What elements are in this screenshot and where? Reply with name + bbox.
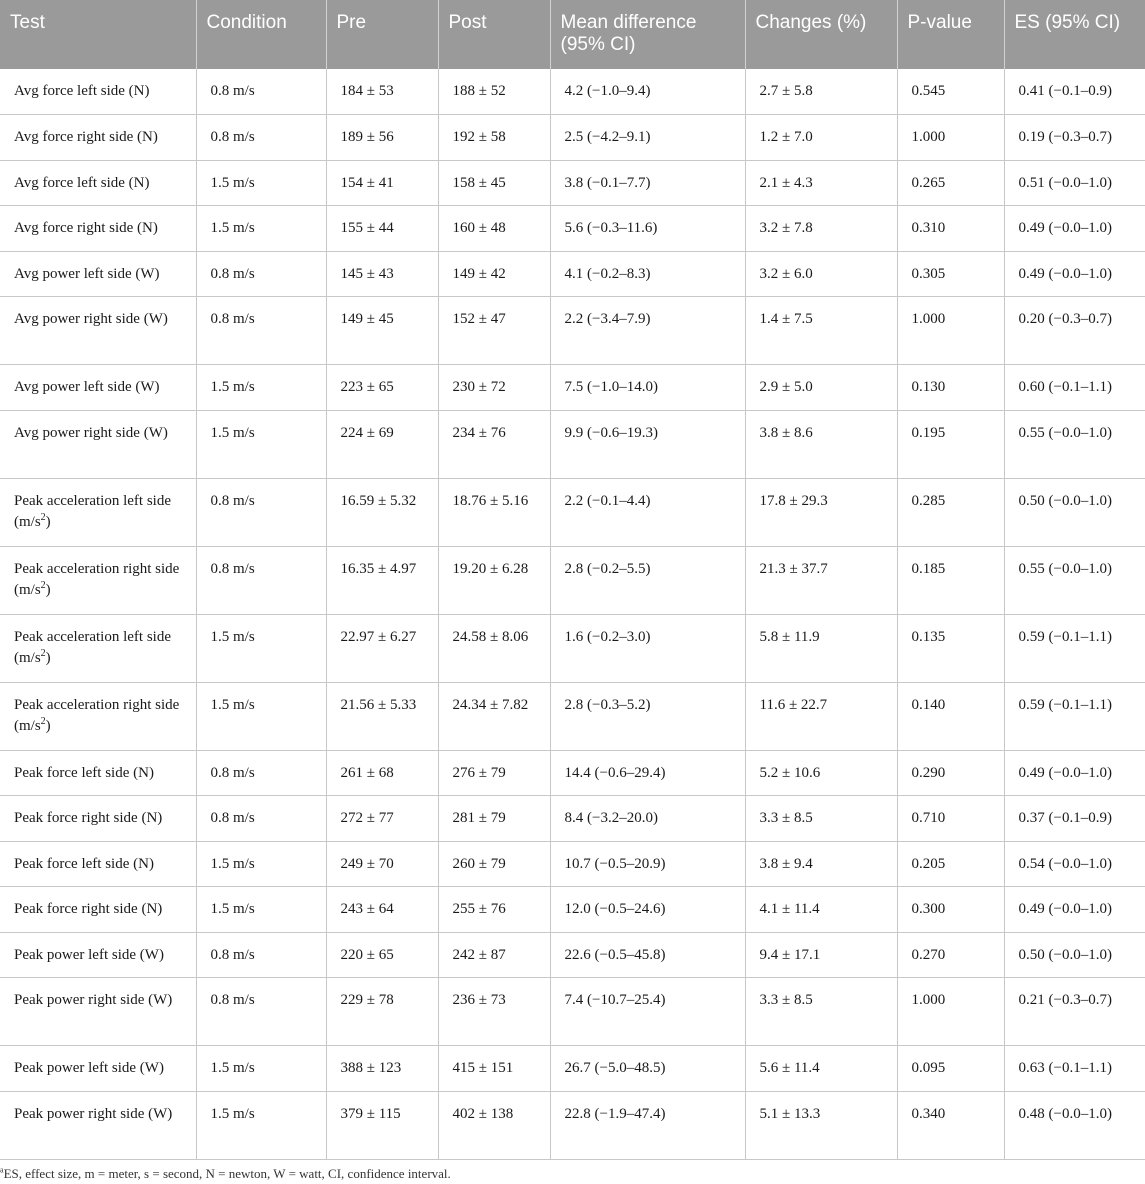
cell-p-value: 0.185 xyxy=(897,546,1004,614)
cell-changes: 5.6 ± 11.4 xyxy=(745,1046,897,1092)
cell-changes: 2.1 ± 4.3 xyxy=(745,160,897,206)
cell-post: 192 ± 58 xyxy=(438,115,550,161)
cell-changes: 2.7 ± 5.8 xyxy=(745,69,897,115)
cell-mean-difference: 12.0 (−0.5–24.6) xyxy=(550,887,745,933)
cell-post: 24.34 ± 7.82 xyxy=(438,682,550,750)
cell-test xyxy=(0,160,196,206)
cell-test xyxy=(0,932,196,978)
cell-p-value: 1.000 xyxy=(897,115,1004,161)
cell-changes: 5.8 ± 11.9 xyxy=(745,614,897,682)
cell-post: 19.20 ± 6.28 xyxy=(438,546,550,614)
cell-es: 0.59 (−0.1–1.1) xyxy=(1004,614,1145,682)
table-row xyxy=(0,682,1145,750)
cell-mean-difference: 2.8 (−0.2–5.5) xyxy=(550,546,745,614)
cell-post: 188 ± 52 xyxy=(438,69,550,115)
cell-condition: 1.5 m/s xyxy=(196,614,326,682)
cell-changes: 9.4 ± 17.1 xyxy=(745,932,897,978)
cell-post: 234 ± 76 xyxy=(438,410,550,478)
cell-mean-difference: 10.7 (−0.5–20.9) xyxy=(550,841,745,887)
cell-post: 242 ± 87 xyxy=(438,932,550,978)
header-row xyxy=(0,0,1145,69)
cell-condition: 1.5 m/s xyxy=(196,1046,326,1092)
cell-changes: 3.8 ± 8.6 xyxy=(745,410,897,478)
cell-es: 0.54 (−0.0–1.0) xyxy=(1004,841,1145,887)
cell-es: 0.49 (−0.0–1.0) xyxy=(1004,750,1145,796)
cell-post: 281 ± 79 xyxy=(438,796,550,842)
cell-test-suffix: ) xyxy=(45,581,51,598)
cell-condition: 0.8 m/s xyxy=(196,750,326,796)
cell-test xyxy=(0,750,196,796)
cell-pre: 224 ± 69 xyxy=(326,410,438,478)
cell-pre: 249 ± 70 xyxy=(326,841,438,887)
cell-condition: 0.8 m/s xyxy=(196,796,326,842)
cell-test xyxy=(0,206,196,252)
cell-test-text: Peak acceleration right side (m/s xyxy=(14,560,180,598)
header-changes: Changes (%) xyxy=(745,0,897,69)
cell-test-text: Peak power left side (W) xyxy=(14,946,164,963)
cell-p-value: 0.135 xyxy=(897,614,1004,682)
cell-condition: 0.8 m/s xyxy=(196,978,326,1046)
cell-condition: 0.8 m/s xyxy=(196,546,326,614)
cell-test-text: Avg force right side (N) xyxy=(14,220,158,236)
cell-test-text: Avg force left side (N) xyxy=(14,174,150,191)
cell-mean-difference: 4.1 (−0.2–8.3) xyxy=(550,251,745,297)
cell-p-value: 0.095 xyxy=(897,1046,1004,1092)
cell-es: 0.49 (−0.0–1.0) xyxy=(1004,251,1145,297)
table-row xyxy=(0,887,1145,933)
cell-test xyxy=(0,297,196,365)
cell-post: 18.76 ± 5.16 xyxy=(438,478,550,546)
cell-changes: 17.8 ± 29.3 xyxy=(745,478,897,546)
table-row xyxy=(0,1046,1145,1092)
cell-post: 158 ± 45 xyxy=(438,160,550,206)
cell-mean-difference: 2.2 (−3.4–7.9) xyxy=(550,297,745,365)
cell-changes: 3.8 ± 9.4 xyxy=(745,841,897,887)
header-es: ES (95% CI) xyxy=(1014,12,1121,33)
cell-test-text: Peak force left side (N) xyxy=(14,764,154,781)
cell-mean-difference: 7.4 (−10.7–25.4) xyxy=(550,978,745,1046)
cell-test-text: Peak force left side (N) xyxy=(14,855,154,872)
cell-es: 0.63 (−0.1–1.1) xyxy=(1004,1046,1145,1092)
table-row xyxy=(0,546,1145,614)
cell-p-value: 0.130 xyxy=(897,365,1004,411)
cell-p-value: 0.205 xyxy=(897,841,1004,887)
table-row xyxy=(0,1091,1145,1159)
cell-test-text: Peak force right side (N) xyxy=(14,810,163,826)
cell-post: 255 ± 76 xyxy=(438,887,550,933)
cell-changes: 1.2 ± 7.0 xyxy=(745,115,897,161)
cell-es: 0.50 (−0.0–1.0) xyxy=(1004,478,1145,546)
cell-post: 236 ± 73 xyxy=(438,978,550,1046)
cell-pre: 155 ± 44 xyxy=(326,206,438,252)
cell-es: 0.51 (−0.0–1.0) xyxy=(1004,160,1145,206)
cell-test xyxy=(0,887,196,933)
cell-condition: 1.5 m/s xyxy=(196,682,326,750)
cell-changes: 2.9 ± 5.0 xyxy=(745,365,897,411)
cell-post: 402 ± 138 xyxy=(438,1091,550,1159)
cell-changes: 3.2 ± 7.8 xyxy=(745,206,897,252)
cell-es: 0.49 (−0.0–1.0) xyxy=(1004,887,1145,933)
cell-post: 276 ± 79 xyxy=(438,750,550,796)
cell-pre: 243 ± 64 xyxy=(326,887,438,933)
cell-mean-difference: 22.6 (−0.5–45.8) xyxy=(550,932,745,978)
cell-test xyxy=(0,546,196,614)
cell-pre: 189 ± 56 xyxy=(326,115,438,161)
header-condition: Condition xyxy=(196,0,326,69)
cell-p-value: 0.265 xyxy=(897,160,1004,206)
table-row xyxy=(0,614,1145,682)
cell-condition: 0.8 m/s xyxy=(196,478,326,546)
cell-changes: 11.6 ± 22.7 xyxy=(745,682,897,750)
table-row xyxy=(0,365,1145,411)
cell-post: 230 ± 72 xyxy=(438,365,550,411)
table-row xyxy=(0,297,1145,365)
cell-condition: 1.5 m/s xyxy=(196,410,326,478)
cell-es: 0.37 (−0.1–0.9) xyxy=(1004,796,1145,842)
cell-condition: 0.8 m/s xyxy=(196,297,326,365)
cell-condition: 0.8 m/s xyxy=(196,115,326,161)
cell-post: 160 ± 48 xyxy=(438,206,550,252)
cell-test xyxy=(0,841,196,887)
cell-mean-difference: 1.6 (−0.2–3.0) xyxy=(550,614,745,682)
cell-condition: 1.5 m/s xyxy=(196,206,326,252)
cell-test xyxy=(0,796,196,842)
cell-mean-difference: 14.4 (−0.6–29.4) xyxy=(550,750,745,796)
cell-p-value: 0.285 xyxy=(897,478,1004,546)
cell-es: 0.59 (−0.1–1.1) xyxy=(1004,682,1145,750)
cell-pre: 223 ± 65 xyxy=(326,365,438,411)
table-row xyxy=(0,410,1145,478)
cell-es: 0.19 (−0.3–0.7) xyxy=(1004,115,1145,161)
table-row xyxy=(0,160,1145,206)
cell-p-value: 0.140 xyxy=(897,682,1004,750)
cell-mean-difference: 26.7 (−5.0–48.5) xyxy=(550,1046,745,1092)
cell-changes: 21.3 ± 37.7 xyxy=(745,546,897,614)
cell-pre: 145 ± 43 xyxy=(326,251,438,297)
cell-condition: 1.5 m/s xyxy=(196,887,326,933)
cell-condition: 1.5 m/s xyxy=(196,1091,326,1159)
cell-test-text: Peak power right side (W) xyxy=(14,992,173,1008)
cell-pre: 154 ± 41 xyxy=(326,160,438,206)
cell-mean-difference: 3.8 (−0.1–7.7) xyxy=(550,160,745,206)
cell-condition: 0.8 m/s xyxy=(196,69,326,115)
cell-pre: 184 ± 53 xyxy=(326,69,438,115)
cell-changes: 4.1 ± 11.4 xyxy=(745,887,897,933)
cell-mean-difference: 2.5 (−4.2–9.1) xyxy=(550,115,745,161)
cell-test-text: Peak force right side (N) xyxy=(14,901,163,917)
cell-changes: 1.4 ± 7.5 xyxy=(745,297,897,365)
cell-test-text: Avg power left side (W) xyxy=(14,379,160,395)
cell-pre: 22.97 ± 6.27 xyxy=(326,614,438,682)
cell-p-value: 0.270 xyxy=(897,932,1004,978)
cell-pre: 16.35 ± 4.97 xyxy=(326,546,438,614)
cell-es: 0.55 (−0.0–1.0) xyxy=(1004,546,1145,614)
cell-test xyxy=(0,978,196,1046)
cell-test-text: Peak power right side (W) xyxy=(14,1105,173,1122)
table-row xyxy=(0,932,1145,978)
header-mean-difference: Mean difference (95% CI) xyxy=(550,0,745,69)
cell-post: 149 ± 42 xyxy=(438,251,550,297)
cell-test-suffix: ) xyxy=(45,513,51,530)
table-row xyxy=(0,251,1145,297)
cell-p-value: 0.710 xyxy=(897,796,1004,842)
cell-pre: 272 ± 77 xyxy=(326,796,438,842)
cell-test-suffix: ) xyxy=(45,717,51,734)
table-footnote xyxy=(0,1166,451,1182)
cell-test xyxy=(0,410,196,478)
cell-pre: 16.59 ± 5.32 xyxy=(326,478,438,546)
cell-test-text: Avg power left side (W) xyxy=(14,265,160,282)
table-row xyxy=(0,750,1145,796)
table-body xyxy=(0,69,1145,1159)
header-p-value: P-value xyxy=(897,0,1004,69)
cell-p-value: 0.310 xyxy=(897,206,1004,252)
cell-p-value: 0.545 xyxy=(897,69,1004,115)
cell-pre: 149 ± 45 xyxy=(326,297,438,365)
cell-test-text: Peak power left side (W) xyxy=(14,1060,164,1076)
footnote-text: ES, effect size, m = meter, s = second, N = newton, W = watt, CI, confidence interval. xyxy=(3,1166,451,1181)
cell-test xyxy=(0,682,196,750)
header-pre: Pre xyxy=(326,0,438,69)
cell-p-value: 0.290 xyxy=(897,750,1004,796)
cell-changes: 5.1 ± 13.3 xyxy=(745,1091,897,1159)
cell-test xyxy=(0,115,196,161)
cell-test-superscript: 2 xyxy=(40,511,46,523)
cell-test-suffix: ) xyxy=(45,649,51,666)
cell-p-value: 0.300 xyxy=(897,887,1004,933)
cell-condition: 0.8 m/s xyxy=(196,932,326,978)
table-row xyxy=(0,206,1145,252)
cell-post: 415 ± 151 xyxy=(438,1046,550,1092)
cell-test-superscript: 2 xyxy=(40,715,46,727)
cell-mean-difference: 2.2 (−0.1–4.4) xyxy=(550,478,745,546)
cell-p-value: 0.195 xyxy=(897,410,1004,478)
cell-condition: 1.5 m/s xyxy=(196,365,326,411)
cell-test xyxy=(0,614,196,682)
cell-test-text: Peak acceleration left side (m/s xyxy=(14,628,172,666)
cell-pre: 229 ± 78 xyxy=(326,978,438,1046)
cell-es: 0.21 (−0.3–0.7) xyxy=(1004,978,1145,1046)
cell-condition: 1.5 m/s xyxy=(196,160,326,206)
cell-changes: 3.3 ± 8.5 xyxy=(745,796,897,842)
cell-p-value: 1.000 xyxy=(897,978,1004,1046)
cell-test-text: Avg power right side (W) xyxy=(14,311,168,327)
cell-mean-difference: 9.9 (−0.6–19.3) xyxy=(550,410,745,478)
cell-p-value: 0.305 xyxy=(897,251,1004,297)
cell-test-superscript: 2 xyxy=(40,579,46,591)
footnote-marker: a xyxy=(0,1165,4,1175)
cell-test xyxy=(0,1091,196,1159)
cell-mean-difference: 4.2 (−1.0–9.4) xyxy=(550,69,745,115)
cell-test xyxy=(0,69,196,115)
table-row xyxy=(0,796,1145,842)
cell-post: 260 ± 79 xyxy=(438,841,550,887)
cell-es: 0.41 (−0.1–0.9) xyxy=(1004,69,1145,115)
cell-p-value: 0.340 xyxy=(897,1091,1004,1159)
cell-pre: 220 ± 65 xyxy=(326,932,438,978)
cell-es: 0.60 (−0.1–1.1) xyxy=(1004,365,1145,411)
cell-test-text: Peak acceleration left side (m/s xyxy=(14,492,172,530)
header-test: Test xyxy=(0,0,196,69)
cell-changes: 3.3 ± 8.5 xyxy=(745,978,897,1046)
cell-changes: 3.2 ± 6.0 xyxy=(745,251,897,297)
cell-es: 0.20 (−0.3–0.7) xyxy=(1004,297,1145,365)
cell-changes: 5.2 ± 10.6 xyxy=(745,750,897,796)
table-row xyxy=(0,841,1145,887)
cell-pre: 261 ± 68 xyxy=(326,750,438,796)
cell-test-text: Avg force left side (N) xyxy=(14,83,150,99)
cell-pre: 21.56 ± 5.33 xyxy=(326,682,438,750)
cell-es: 0.55 (−0.0–1.0) xyxy=(1004,410,1145,478)
table-row xyxy=(0,115,1145,161)
cell-mean-difference: 5.6 (−0.3–11.6) xyxy=(550,206,745,252)
cell-test xyxy=(0,251,196,297)
cell-es: 0.49 (−0.0–1.0) xyxy=(1004,206,1145,252)
cell-pre: 388 ± 123 xyxy=(326,1046,438,1092)
cell-es: 0.50 (−0.0–1.0) xyxy=(1004,932,1145,978)
cell-condition: 0.8 m/s xyxy=(196,251,326,297)
cell-condition: 1.5 m/s xyxy=(196,841,326,887)
cell-test xyxy=(0,1046,196,1092)
cell-mean-difference: 22.8 (−1.9–47.4) xyxy=(550,1091,745,1159)
cell-pre: 379 ± 115 xyxy=(326,1091,438,1159)
cell-test-text: Avg power right side (W) xyxy=(14,424,168,441)
table-row xyxy=(0,978,1145,1046)
cell-post: 152 ± 47 xyxy=(438,297,550,365)
cell-test xyxy=(0,478,196,546)
cell-mean-difference: 2.8 (−0.3–5.2) xyxy=(550,682,745,750)
cell-mean-difference: 7.5 (−1.0–14.0) xyxy=(550,365,745,411)
cell-p-value: 1.000 xyxy=(897,297,1004,365)
table-row xyxy=(0,69,1145,115)
cell-test-text: Peak acceleration right side (m/s xyxy=(14,696,180,734)
header-post: Post xyxy=(438,0,550,69)
cell-mean-difference: 8.4 (−3.2–20.0) xyxy=(550,796,745,842)
cell-test-superscript: 2 xyxy=(40,647,46,659)
cell-test-text: Avg force right side (N) xyxy=(14,129,158,145)
cell-post: 24.58 ± 8.06 xyxy=(438,614,550,682)
cell-es: 0.48 (−0.0–1.0) xyxy=(1004,1091,1145,1159)
table-row xyxy=(0,478,1145,546)
cell-test xyxy=(0,365,196,411)
